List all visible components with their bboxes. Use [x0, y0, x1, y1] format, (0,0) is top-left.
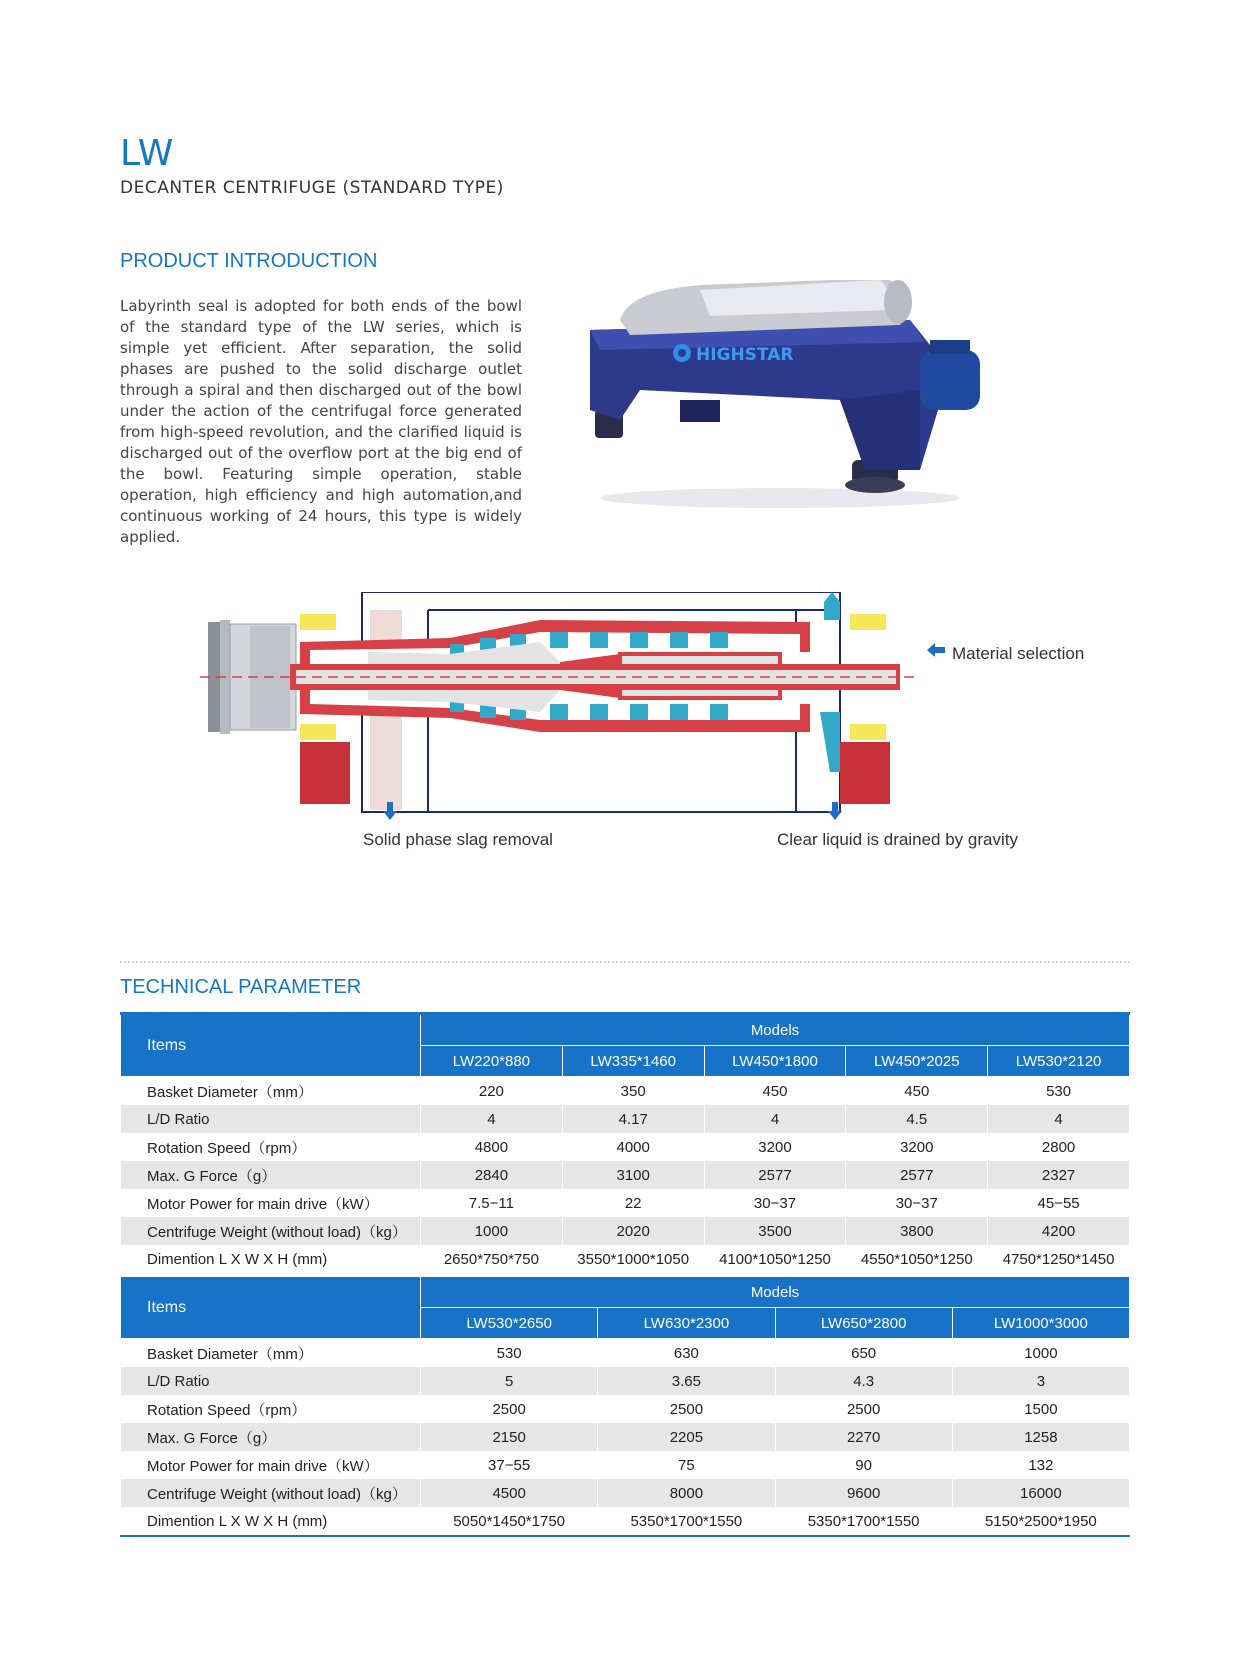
- model-header: LW530*2650: [421, 1308, 598, 1339]
- table-cell: 4.5: [846, 1105, 988, 1133]
- table-cell: 630: [598, 1339, 775, 1368]
- solid-phase-label: Solid phase slag removal: [363, 830, 553, 849]
- table-cell: 2577: [846, 1161, 988, 1189]
- table-cell: 75: [598, 1451, 775, 1479]
- table-row: [121, 1133, 1130, 1161]
- table-cell: 3200: [704, 1133, 846, 1161]
- row-label: Centrifuge Weight (without load)（kg）: [121, 1217, 421, 1245]
- table-cell: 4: [704, 1105, 846, 1133]
- table-row: [121, 1161, 1130, 1189]
- table-cell: 4500: [421, 1479, 598, 1507]
- table-cell: 1000: [421, 1217, 563, 1245]
- table-row: [121, 1507, 1130, 1536]
- centrifuge-cross-section-diagram: [200, 592, 990, 832]
- row-label: Max. G Force（g）: [121, 1423, 421, 1451]
- row-label: Max. G Force（g）: [121, 1161, 421, 1189]
- row-label: Dimention L X W X H (mm): [121, 1245, 421, 1273]
- page-title: LW: [120, 133, 175, 174]
- row-label: Motor Power for main drive（kW）: [121, 1189, 421, 1217]
- table-cell: 1258: [952, 1423, 1129, 1451]
- table-cell: 4100*1050*1250: [704, 1245, 846, 1273]
- table-cell: 4550*1050*1250: [846, 1245, 988, 1273]
- table-cell: 2500: [598, 1395, 775, 1423]
- table-cell: 450: [704, 1077, 846, 1106]
- table-row: [121, 1217, 1130, 1245]
- table-row: [121, 1189, 1130, 1217]
- table-cell: 8000: [598, 1479, 775, 1507]
- table-cell: 4800: [421, 1133, 563, 1161]
- table-cell: 3.65: [598, 1367, 775, 1395]
- table-cell: 4.3: [775, 1367, 952, 1395]
- table-cell: 2270: [775, 1423, 952, 1451]
- table-cell: 2150: [421, 1423, 598, 1451]
- table-cell: 2577: [704, 1161, 846, 1189]
- table-cell: 5350*1700*1550: [598, 1507, 775, 1536]
- table-cell: 132: [952, 1451, 1129, 1479]
- table-cell: 30−37: [704, 1189, 846, 1217]
- table-cell: 5350*1700*1550: [775, 1507, 952, 1536]
- items-header: Items: [121, 1014, 421, 1077]
- table-cell: 2327: [988, 1161, 1130, 1189]
- table-row: [121, 1105, 1130, 1133]
- table-cell: 4750*1250*1450: [988, 1245, 1130, 1273]
- table-cell: 530: [988, 1077, 1130, 1106]
- table-cell: 220: [421, 1077, 563, 1106]
- parameter-table-2: [120, 1276, 1130, 1537]
- table-cell: 4200: [988, 1217, 1130, 1245]
- table-cell: 5: [421, 1367, 598, 1395]
- parameter-table-1: [120, 1012, 1130, 1273]
- model-header: LW1000*3000: [952, 1308, 1129, 1339]
- row-label: Dimention L X W X H (mm): [121, 1507, 421, 1536]
- table-cell: 450: [846, 1077, 988, 1106]
- table-cell: 4: [988, 1105, 1130, 1133]
- table-cell: 650: [775, 1339, 952, 1368]
- row-label: Basket Diameter（mm）: [121, 1339, 421, 1368]
- table-cell: 5150*2500*1950: [952, 1507, 1129, 1536]
- model-header: LW220*880: [421, 1046, 563, 1077]
- intro-heading: PRODUCT INTRODUCTION: [120, 250, 378, 272]
- row-label: Centrifuge Weight (without load)（kg）: [121, 1479, 421, 1507]
- table-cell: 4000: [562, 1133, 704, 1161]
- brand-logo-text: HIGHSTAR: [696, 345, 794, 365]
- material-input-arrow-icon: [927, 643, 945, 657]
- model-header: LW450*2025: [846, 1046, 988, 1077]
- model-header: LW530*2120: [988, 1046, 1130, 1077]
- table-row: [121, 1423, 1130, 1451]
- intro-paragraph: Labyrinth seal is adopted for both ends of the bowl of the standard type of the LW series, which is simple yet efficient. After separation, the solid phases are pushed to the solid discharge outlet through a spiral and then discharged out of the bowl under the action of the centrifugal force generated from high-speed revolution, and the clarified liquid is discharged out of the overflow port at the big end of the bowl. Featuring simple operation, stable operation, high efficiency and high automation,and continuous working of 24 hours, this type is widely applied.: [120, 297, 522, 546]
- model-header: LW450*1800: [704, 1046, 846, 1077]
- table-cell: 3550*1000*1050: [562, 1245, 704, 1273]
- table-cell: 2800: [988, 1133, 1130, 1161]
- table-cell: 2020: [562, 1217, 704, 1245]
- row-label: L/D Ratio: [121, 1105, 421, 1133]
- table-cell: 37−55: [421, 1451, 598, 1479]
- table-row: [121, 1077, 1130, 1106]
- table-row: [121, 1367, 1130, 1395]
- centrifuge-photo: [580, 280, 980, 515]
- table-cell: 3800: [846, 1217, 988, 1245]
- solid-discharge-arrow-icon: [383, 802, 397, 820]
- table-cell: 4: [421, 1105, 563, 1133]
- table-row: [121, 1339, 1130, 1368]
- models-header: Models: [421, 1014, 1130, 1046]
- table-cell: 45−55: [988, 1189, 1130, 1217]
- row-label: Motor Power for main drive（kW）: [121, 1451, 421, 1479]
- table-cell: 16000: [952, 1479, 1129, 1507]
- row-label: Rotation Speed（rpm）: [121, 1133, 421, 1161]
- row-label: Rotation Speed（rpm）: [121, 1395, 421, 1423]
- models-header: Models: [421, 1277, 1130, 1308]
- table-cell: 1000: [952, 1339, 1129, 1368]
- table-cell: 1500: [952, 1395, 1129, 1423]
- table-cell: 90: [775, 1451, 952, 1479]
- model-header: LW630*2300: [598, 1308, 775, 1339]
- table-cell: 2500: [421, 1395, 598, 1423]
- table-cell: 3: [952, 1367, 1129, 1395]
- table-cell: 530: [421, 1339, 598, 1368]
- page-subtitle: DECANTER CENTRIFUGE (STANDARD TYPE): [120, 178, 504, 198]
- table-cell: 3100: [562, 1161, 704, 1189]
- clear-liquid-label: Clear liquid is drained by gravity: [777, 830, 1018, 849]
- table-cell: 3500: [704, 1217, 846, 1245]
- row-label: L/D Ratio: [121, 1367, 421, 1395]
- table-cell: 7.5−11: [421, 1189, 563, 1217]
- table-row: [121, 1479, 1130, 1507]
- table-cell: 4.17: [562, 1105, 704, 1133]
- section-divider: [120, 961, 1130, 963]
- table-cell: 9600: [775, 1479, 952, 1507]
- table-cell: 2205: [598, 1423, 775, 1451]
- table-cell: 22: [562, 1189, 704, 1217]
- table-cell: 2840: [421, 1161, 563, 1189]
- liquid-discharge-arrow-icon: [828, 802, 842, 820]
- table-row: [121, 1451, 1130, 1479]
- model-header: LW335*1460: [562, 1046, 704, 1077]
- table-cell: 350: [562, 1077, 704, 1106]
- table-cell: 5050*1450*1750: [421, 1507, 598, 1536]
- tech-heading: TECHNICAL PARAMETER: [120, 976, 362, 998]
- table-cell: 30−37: [846, 1189, 988, 1217]
- model-header: LW650*2800: [775, 1308, 952, 1339]
- items-header: Items: [121, 1277, 421, 1339]
- table-row: [121, 1395, 1130, 1423]
- material-selection-label: Material selection: [952, 644, 1085, 663]
- table-cell: 2500: [775, 1395, 952, 1423]
- row-label: Basket Diameter（mm）: [121, 1077, 421, 1106]
- table-cell: 3200: [846, 1133, 988, 1161]
- table-row: [121, 1245, 1130, 1273]
- table-cell: 2650*750*750: [421, 1245, 563, 1273]
